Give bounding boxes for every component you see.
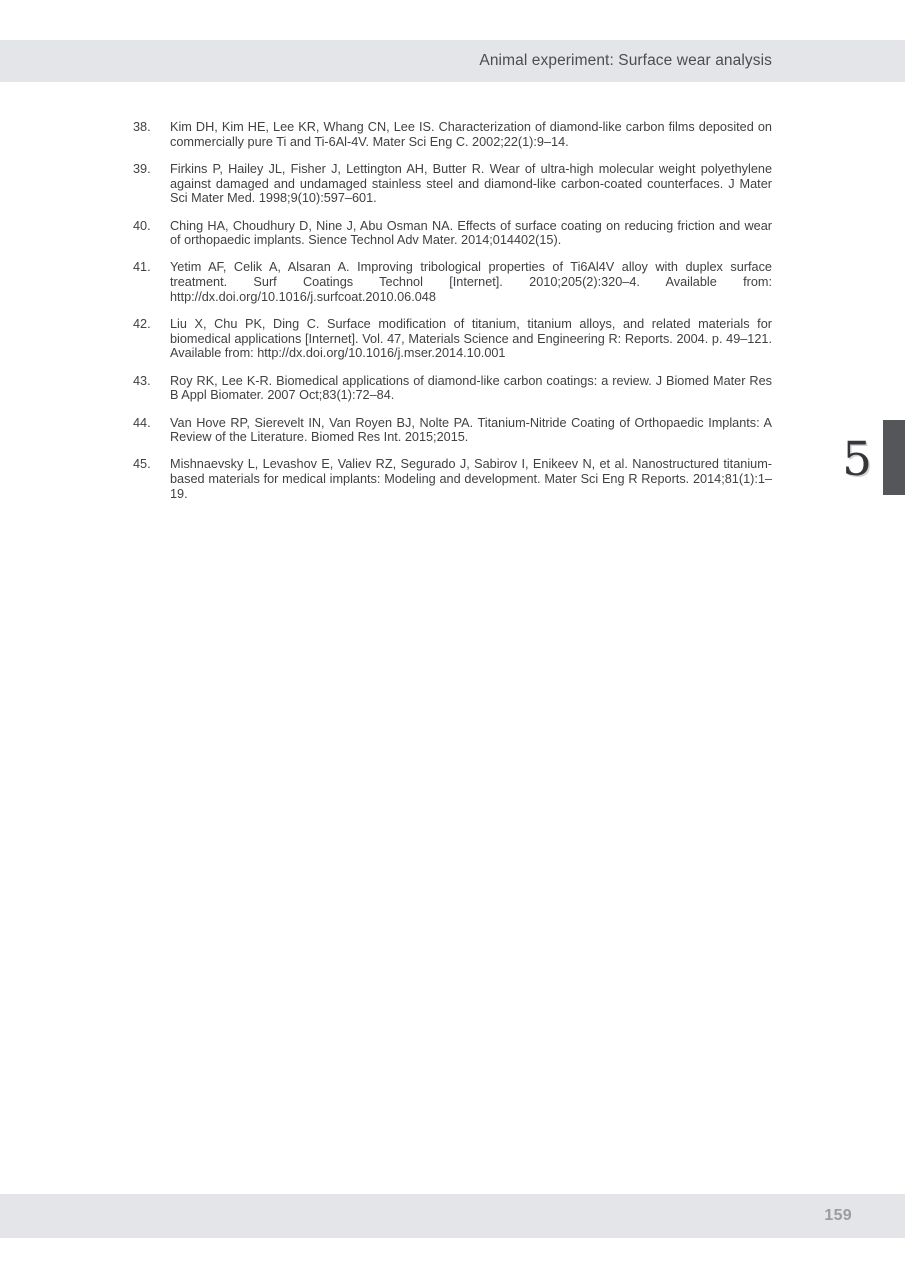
reference-number: 38.: [133, 120, 151, 134]
chapter-number: 5: [842, 432, 872, 487]
reference-item: [133, 317, 772, 361]
footer-band: [0, 1194, 905, 1238]
reference-item: [133, 374, 772, 403]
reference-number: 41.: [133, 260, 151, 275]
reference-text: Ching HA, Choudhury D, Nine J, Abu Osman NA. Effects of surface coating on reducing friction and wear of orthopaedic implants. Sience Technol Adv Mater. 2014;014402(15).: [170, 218, 772, 248]
reference-list: [133, 120, 772, 514]
reference-item: [133, 120, 772, 149]
reference-text: Mishnaevsky L, Levashov E, Valiev RZ, Segurado J, Sabirov I, Enikeev N, et al. Nanostructured titanium-based materials for medical implants: Modeling and development. Mater Sci Eng R Reports. 2014;81(1):1–19.: [170, 457, 772, 501]
reference-number: 42.: [133, 317, 151, 332]
reference-item: [133, 260, 772, 304]
reference-number: 45.: [133, 457, 151, 472]
page-number: 159: [824, 1207, 852, 1224]
reference-text: Van Hove RP, Sierevelt IN, Van Royen BJ, Nolte PA. Titanium-Nitride Coating of Orthopaedic Implants: A Review of the Literature. Biomed Res Int. 2015;2015.: [170, 415, 772, 445]
reference-number: 40.: [133, 218, 151, 233]
reference-text: Liu X, Chu PK, Ding C. Surface modification of titanium, titanium alloys, and related materials for biomedical applications [Internet]. Vol. 47, Materials Science and Engineering R: Reports. 2004. p. 49–121. Available from: http://dx.doi.org/10.1016/j.mser.2014.10.001: [170, 317, 772, 361]
reference-item: [133, 457, 772, 501]
reference-number: 39.: [133, 161, 151, 176]
chapter-tab-marker: [883, 420, 905, 495]
reference-number: 44.: [133, 415, 151, 430]
reference-text: Kim DH, Kim HE, Lee KR, Whang CN, Lee IS. Characterization of diamond-like carbon films deposited on commercially pure Ti and Ti-6Al-4V. Mater Sci Eng C. 2002;22(1):9–14.: [170, 120, 772, 149]
reference-text: Firkins P, Hailey JL, Fisher J, Lettington AH, Butter R. Wear of ultra-high molecular weight polyethylene against damaged and undamaged stainless steel and diamond-like carbon-coated counterfaces. J Mater Sci Mater Med. 1998;9(10):597–601.: [170, 161, 772, 206]
reference-text: Yetim AF, Celik A, Alsaran A. Improving tribological properties of Ti6Al4V alloy with duplex surface treatment. Surf Coatings Technol [Internet]. 2010;205(2):320–4. Available from: http://dx.doi.org/10.1016/j.surfcoat.2010.06.048: [170, 260, 772, 304]
running-header-band: [0, 40, 905, 82]
reference-text: Roy RK, Lee K-R. Biomedical applications of diamond-like carbon coatings: a review. J Biomed Mater Res B Appl Biomater. 2007 Oct;83(1):72–84.: [170, 373, 772, 403]
reference-number: 43.: [133, 373, 151, 388]
reference-item: [133, 416, 772, 445]
reference-item: [133, 219, 772, 248]
reference-item: [133, 162, 772, 206]
running-header-title: Animal experiment: Surface wear analysis: [479, 52, 772, 69]
